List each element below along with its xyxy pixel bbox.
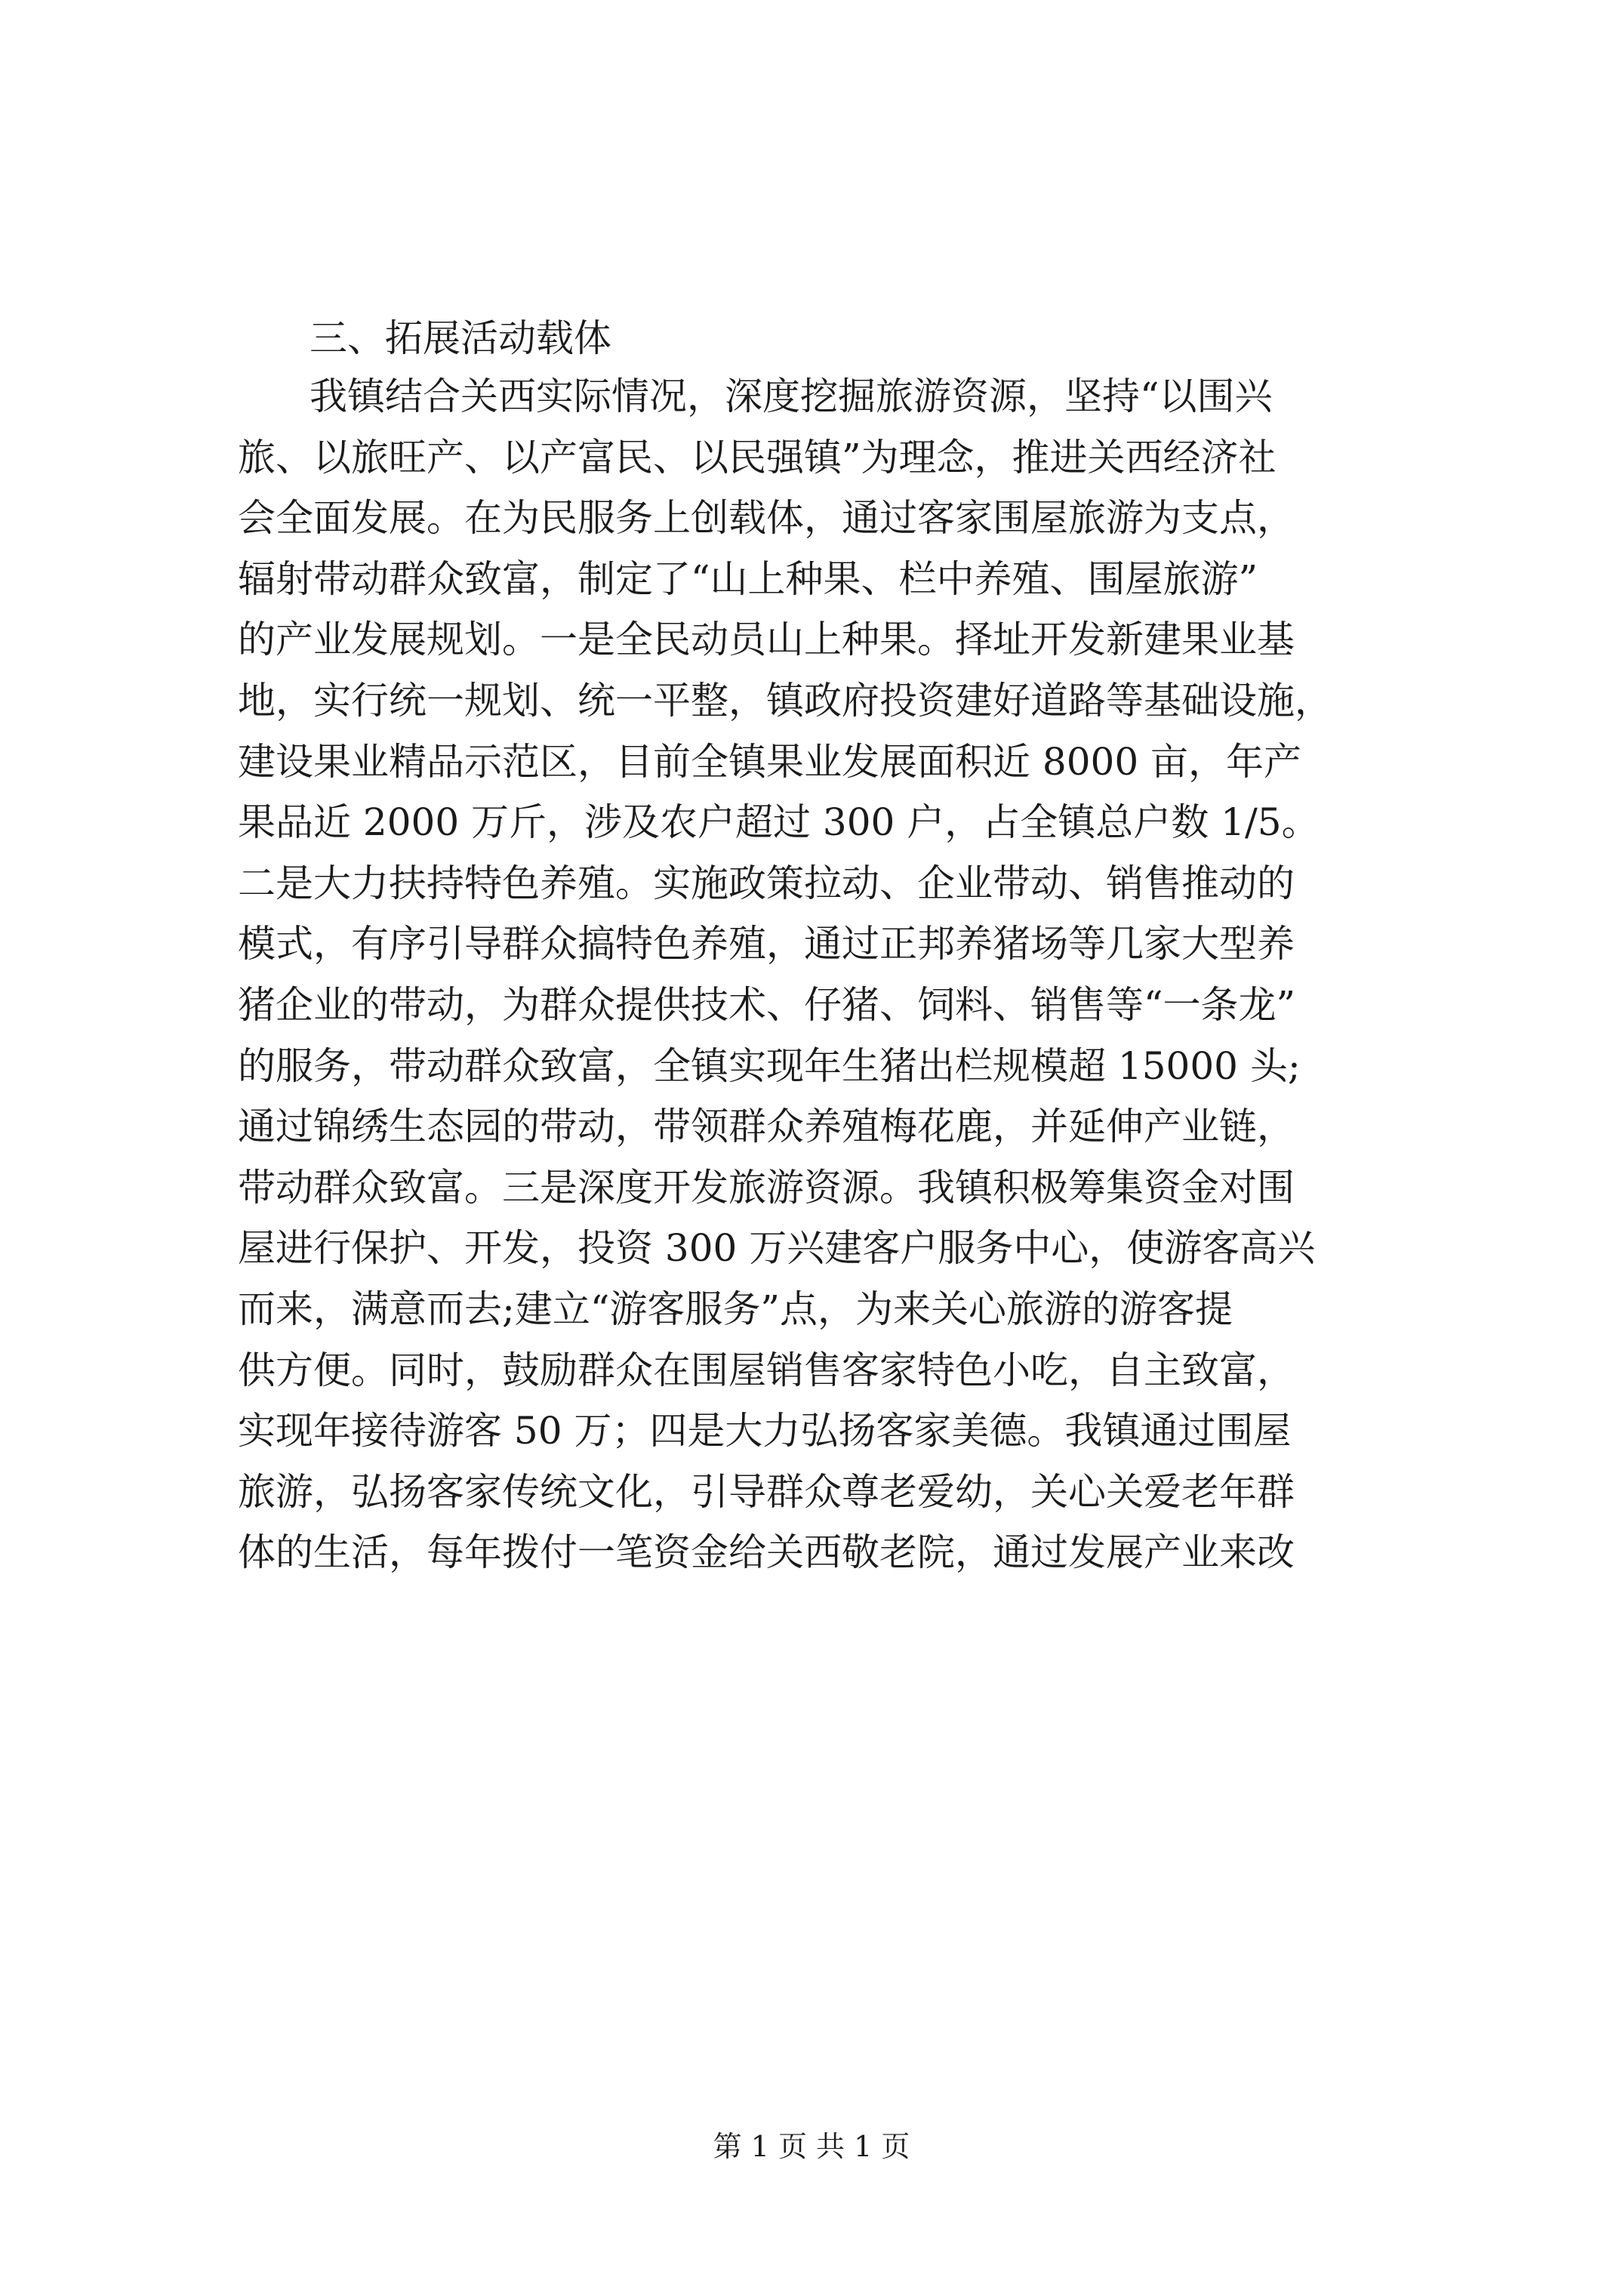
body-line: 我镇结合关西实际情况，深度挖掘旅游资源，坚持“以围兴 (310, 374, 1273, 418)
body-line: 会全面发展。在为民服务上创载体，通过客家围屋旅游为支点， (238, 496, 1295, 540)
body-line: 体的生活，每年拨付一笔资金给关西敬老院，通过发展产业来改 (238, 1530, 1295, 1574)
body-line: 旅游，弘扬客家传统文化，引导群众尊老爱幼，关心关爱老年群 (238, 1470, 1295, 1514)
body-line: 屋进行保护、开发，投资 300 万兴建客户服务中心，使游客高兴 (238, 1226, 1316, 1270)
body-line: 而来，满意而去;建立“游客服务”点，为来关心旅游的游客提 (238, 1287, 1233, 1331)
body-line: 的服务，带动群众致富，全镇实现年生猪出栏规模超 15000 头; (238, 1044, 1301, 1088)
body-line: 果品近 2000 万斤，涉及农户超过 300 户，占全镇总户数 1/5。 (238, 800, 1320, 844)
body-line: 建设果业精品示范区，目前全镇果业发展面积近 8000 亩，年产 (238, 740, 1302, 784)
body-line: 带动群众致富。三是深度开发旅游资源。我镇积极筹集资金对围 (238, 1166, 1295, 1210)
body-line: 二是大力扶持特色养殖。实施政策拉动、企业带动、销售推动的 (238, 861, 1295, 905)
section-heading: 三、拓展活动载体 (310, 316, 611, 360)
page-footer: 第 1 页 共 1 页 (713, 2130, 910, 2163)
body-line: 的产业发展规划。一是全民动员山上种果。择址开发新建果业基 (238, 618, 1295, 661)
body-line: 地，实行统一规划、统一平整，镇政府投资建好道路等基础设施， (238, 679, 1332, 723)
body-line: 旅、以旅旺产、以产富民、以民强镇”为理念，推进关西经济社 (238, 436, 1277, 479)
body-line: 供方便。同时，鼓励群众在围屋销售客家特色小吃，自主致富， (238, 1348, 1295, 1392)
body-line: 模式，有序引导群众搞特色养殖，通过正邦养猪场等几家大型养 (238, 922, 1295, 966)
body-line: 猪企业的带动，为群众提供技术、仔猪、饲料、销售等“一条龙” (238, 983, 1296, 1027)
body-line: 辐射带动群众致富，制定了“山上种果、栏中养殖、围屋旅游” (238, 557, 1258, 601)
body-line: 实现年接待游客 50 万；四是大力弘扬客家美德。我镇通过围屋 (238, 1409, 1292, 1453)
body-line: 通过锦绣生态园的带动，带领群众养殖梅花鹿，并延伸产业链， (238, 1105, 1295, 1148)
